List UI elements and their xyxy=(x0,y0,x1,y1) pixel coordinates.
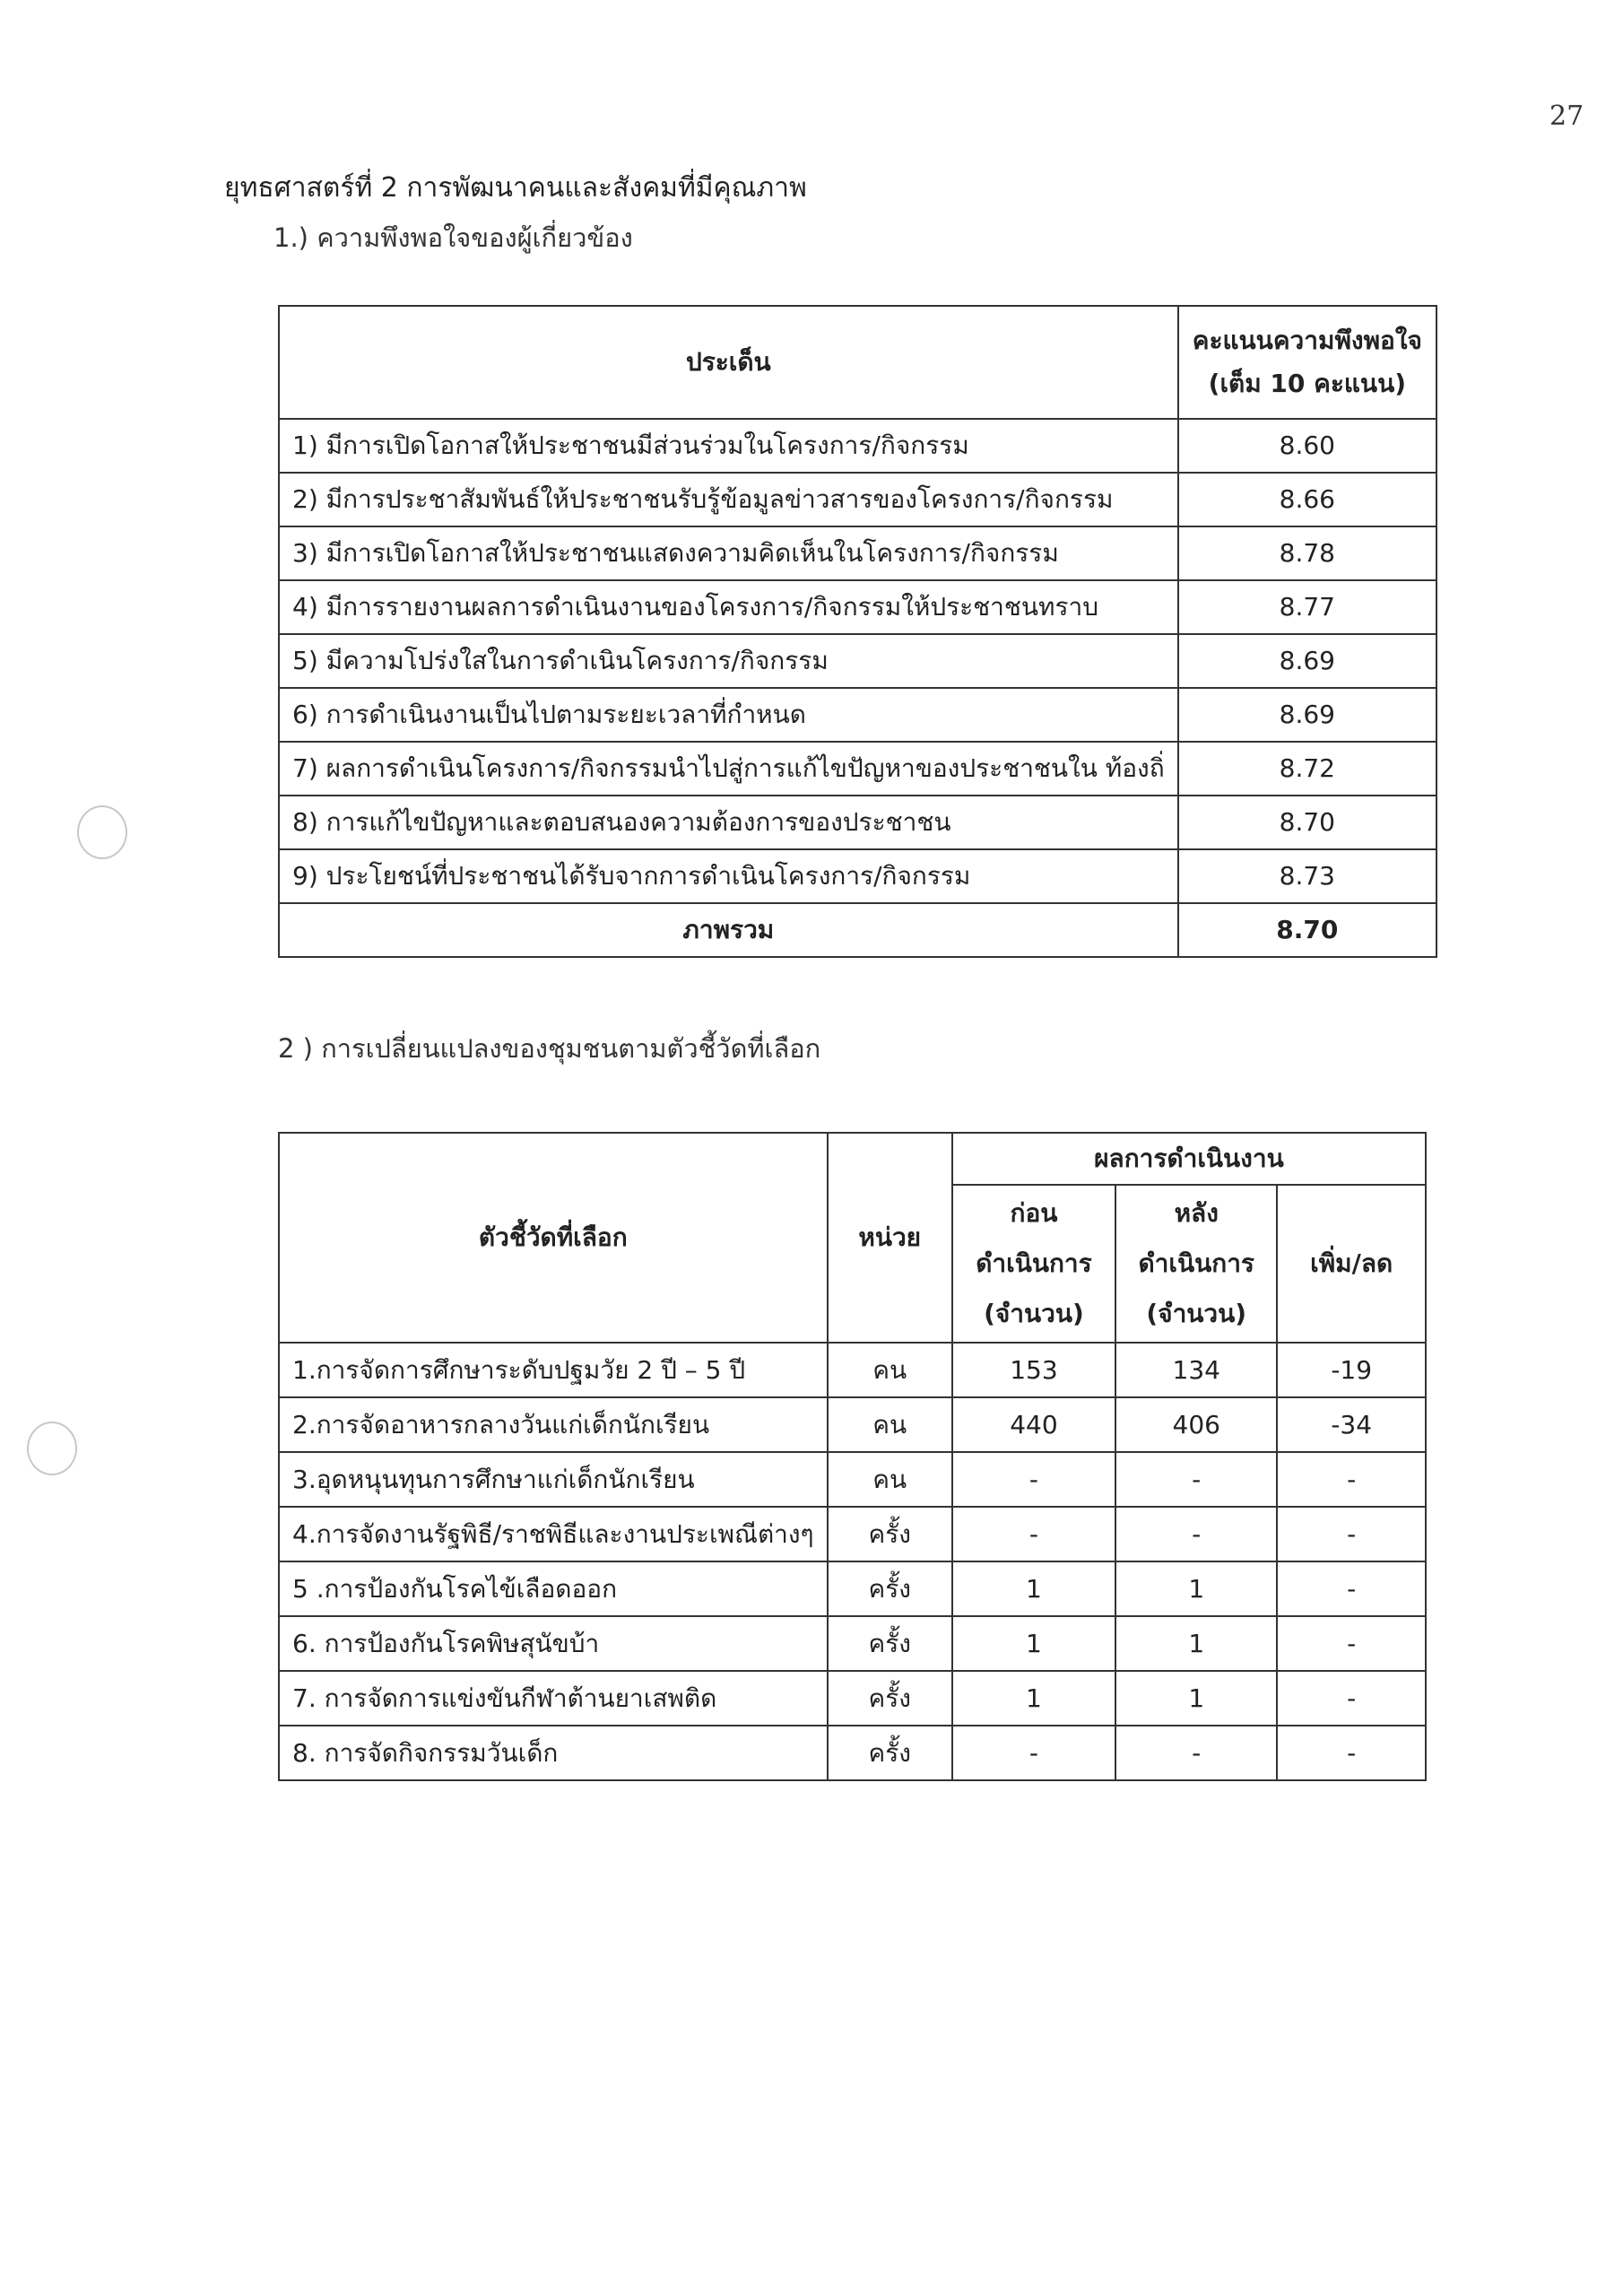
header-score xyxy=(1178,306,1436,419)
header-results: ผลการดำเนินงาน xyxy=(952,1133,1426,1185)
punch-hole xyxy=(77,805,127,859)
score-cell: 8.77 xyxy=(1178,580,1436,634)
change-cell: - xyxy=(1277,1616,1426,1671)
table-row xyxy=(279,580,1436,634)
score-cell: 8.60 xyxy=(1178,419,1436,473)
header-issue: ประเด็น xyxy=(279,306,1178,419)
issue-cell: 7) ผลการดำเนินโครงการ/กิจกรรมนำไปสู่การแก้ไขปัญหาของประชาชนใน ท้องถิ่ xyxy=(279,742,1178,796)
unit-cell: คน xyxy=(828,1343,952,1397)
header-before-line1: ก่อน xyxy=(1010,1198,1058,1228)
score-cell: 8.70 xyxy=(1178,796,1436,849)
indicator-cell: 1.การจัดการศึกษาระดับปฐมวัย 2 ปี – 5 ปี xyxy=(279,1343,828,1397)
after-cell: - xyxy=(1115,1507,1277,1561)
change-cell: - xyxy=(1277,1507,1426,1561)
header-after-line3: (จำนวน) xyxy=(1146,1299,1247,1328)
before-cell: 1 xyxy=(952,1616,1115,1671)
table-row xyxy=(279,1671,1426,1726)
issue-cell: 5) มีความโปร่งใสในการดำเนินโครงการ/กิจกรรม xyxy=(279,634,1178,688)
after-cell: - xyxy=(1115,1452,1277,1507)
header-score-line1: คะแนนความพึงพอใจ xyxy=(1192,326,1422,355)
table-row xyxy=(279,796,1436,849)
score-cell: 8.66 xyxy=(1178,473,1436,526)
before-cell: - xyxy=(952,1452,1115,1507)
indicator-cell: 8. การจัดกิจกรรมวันเด็ก xyxy=(279,1726,828,1780)
strategy-heading: ยุทธศาสตร์ที่ 2 การพัฒนาคนและสังคมที่มีคุณภาพ xyxy=(224,172,807,204)
score-cell: 8.69 xyxy=(1178,634,1436,688)
before-cell: - xyxy=(952,1726,1115,1780)
indicator-cell: 3.อุดหนุนทุนการศึกษาแก่เด็กนักเรียน xyxy=(279,1452,828,1507)
issue-cell: 2) มีการประชาสัมพันธ์ให้ประชาชนรับรู้ข้อมูลข่าวสารของโครงการ/กิจกรรม xyxy=(279,473,1178,526)
header-before xyxy=(952,1185,1115,1343)
before-cell: 440 xyxy=(952,1397,1115,1452)
change-cell: - xyxy=(1277,1726,1426,1780)
table-row xyxy=(279,742,1436,796)
change-cell: -19 xyxy=(1277,1343,1426,1397)
change-cell: - xyxy=(1277,1452,1426,1507)
page-number: 27 xyxy=(1549,100,1584,132)
after-cell: 1 xyxy=(1115,1671,1277,1726)
before-cell: 1 xyxy=(952,1671,1115,1726)
header-after xyxy=(1115,1185,1277,1343)
score-cell: 8.72 xyxy=(1178,742,1436,796)
unit-cell: คน xyxy=(828,1452,952,1507)
table-row xyxy=(279,1397,1426,1452)
change-cell: - xyxy=(1277,1561,1426,1616)
issue-cell: 4) มีการรายงานผลการดำเนินงานของโครงการ/กิจกรรมให้ประชาชนทราบ xyxy=(279,580,1178,634)
table-row xyxy=(279,688,1436,742)
table-row xyxy=(279,473,1436,526)
table-row xyxy=(279,1616,1426,1671)
header-unit: หน่วย xyxy=(828,1133,952,1343)
after-cell: 1 xyxy=(1115,1616,1277,1671)
unit-cell: ครั้ง xyxy=(828,1616,952,1671)
total-score: 8.70 xyxy=(1178,903,1436,957)
after-cell: 406 xyxy=(1115,1397,1277,1452)
section1-title: 1.) ความพึงพอใจของผู้เกี่ยวข้อง xyxy=(273,222,633,253)
indicator-cell: 2.การจัดอาหารกลางวันแก่เด็กนักเรียน xyxy=(279,1397,828,1452)
issue-cell: 8) การแก้ไขปัญหาและตอบสนองความต้องการของประชาชน xyxy=(279,796,1178,849)
total-row xyxy=(279,903,1436,957)
table-row xyxy=(279,849,1436,903)
after-cell: 134 xyxy=(1115,1343,1277,1397)
table-row xyxy=(279,634,1436,688)
issue-cell: 1) มีการเปิดโอกาสให้ประชาชนมีส่วนร่วมในโครงการ/กิจกรรม xyxy=(279,419,1178,473)
before-cell: 153 xyxy=(952,1343,1115,1397)
unit-cell: ครั้ง xyxy=(828,1561,952,1616)
header-indicator: ตัวชี้วัดที่เลือก xyxy=(279,1133,828,1343)
header-score-line2: (เต็ม 10 คะแนน) xyxy=(1208,369,1407,398)
header-after-line2: ดำเนินการ xyxy=(1138,1248,1254,1278)
unit-cell: ครั้ง xyxy=(828,1507,952,1561)
score-cell: 8.78 xyxy=(1178,526,1436,580)
indicator-cell: 4.การจัดงานรัฐพิธี/ราชพิธีและงานประเพณีต่างๆ xyxy=(279,1507,828,1561)
total-label: ภาพรวม xyxy=(279,903,1178,957)
indicator-cell: 6. การป้องกันโรคพิษสุนัขบ้า xyxy=(279,1616,828,1671)
before-cell: - xyxy=(952,1507,1115,1561)
table-row xyxy=(279,1726,1426,1780)
table-row xyxy=(279,526,1436,580)
header-before-line2: ดำเนินการ xyxy=(976,1248,1092,1278)
punch-hole xyxy=(27,1422,77,1475)
score-cell: 8.73 xyxy=(1178,849,1436,903)
table-row xyxy=(279,419,1436,473)
table-row xyxy=(279,1452,1426,1507)
indicator-table xyxy=(278,1132,1427,1781)
unit-cell: ครั้ง xyxy=(828,1671,952,1726)
indicator-cell: 5 .การป้องกันโรคไข้เลือดออก xyxy=(279,1561,828,1616)
change-cell: - xyxy=(1277,1671,1426,1726)
header-after-line1: หลัง xyxy=(1174,1198,1219,1228)
section2-title: 2 ) การเปลี่ยนแปลงของชุมชนตามตัวชี้วัดที่เลือก xyxy=(278,1033,821,1064)
header-before-line3: (จำนวน) xyxy=(984,1299,1084,1328)
issue-cell: 3) มีการเปิดโอกาสให้ประชาชนแสดงความคิดเห็นในโครงการ/กิจกรรม xyxy=(279,526,1178,580)
before-cell: 1 xyxy=(952,1561,1115,1616)
satisfaction-table xyxy=(278,305,1437,958)
table-row xyxy=(279,1507,1426,1561)
table-row xyxy=(279,1561,1426,1616)
header-change: เพิ่ม/ลด xyxy=(1277,1185,1426,1343)
table-row xyxy=(279,1343,1426,1397)
issue-cell: 6) การดำเนินงานเป็นไปตามระยะเวลาที่กำหนด xyxy=(279,688,1178,742)
score-cell: 8.69 xyxy=(1178,688,1436,742)
unit-cell: ครั้ง xyxy=(828,1726,952,1780)
issue-cell: 9) ประโยชน์ที่ประชาชนได้รับจากการดำเนินโครงการ/กิจกรรม xyxy=(279,849,1178,903)
after-cell: 1 xyxy=(1115,1561,1277,1616)
unit-cell: คน xyxy=(828,1397,952,1452)
after-cell: - xyxy=(1115,1726,1277,1780)
change-cell: -34 xyxy=(1277,1397,1426,1452)
indicator-cell: 7. การจัดการแข่งขันกีฬาต้านยาเสพติด xyxy=(279,1671,828,1726)
